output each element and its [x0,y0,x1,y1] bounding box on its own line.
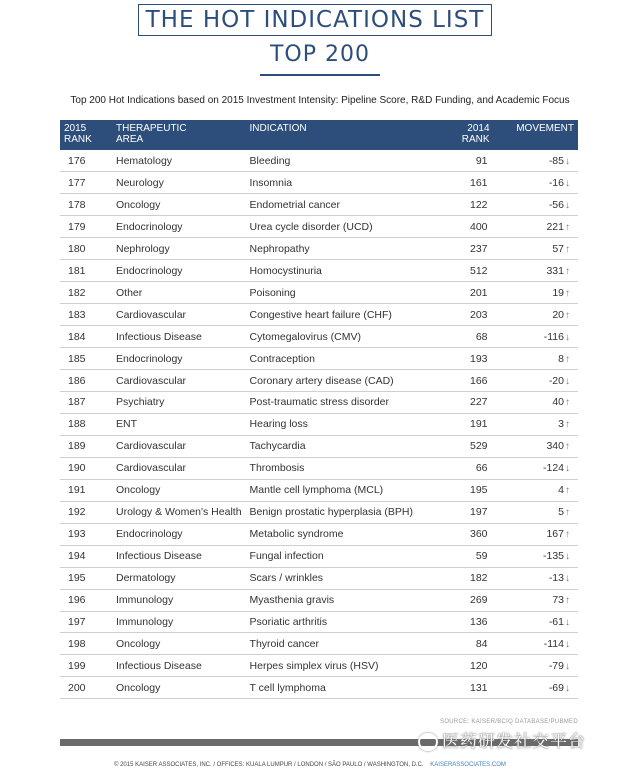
indications-table [60,120,578,699]
rank-cell: 180 [60,238,112,260]
table-row [60,216,578,238]
rank-cell: 181 [60,260,112,282]
table-row [60,194,578,216]
table-row [60,479,578,501]
arrow-up-icon: ↑ [565,243,570,255]
area-cell: Infectious Disease [112,326,246,348]
movement-cell [494,611,578,633]
col-2014-rank: 2014 RANK [461,123,490,145]
table-row [60,435,578,457]
indication-cell: Contraception [246,348,444,370]
rank-cell: 179 [60,216,112,238]
table-row [60,282,578,304]
indication-cell: Psoriatic arthritis [246,611,444,633]
rank-2014-cell: 193 [444,348,494,370]
area-cell: Urology & Women's Health [112,501,246,523]
movement-cell [494,413,578,435]
indication-cell: Thyroid cancer [246,633,444,655]
rank-cell: 176 [60,150,112,172]
indication-cell: Coronary artery disease (CAD) [246,370,444,392]
col-movement: MOVEMENT [516,123,574,134]
movement-value: -13 [548,572,564,585]
footer-copyright: © 2015 KAISER ASSOCIATES, INC. / OFFICES: KUALA LUMPUR / LONDON / SÃO PAULO / WASHINGTON, D.C. [114,762,424,768]
rank-2014-cell: 360 [444,523,494,545]
arrow-up-icon: ↑ [565,287,570,299]
indication-cell: Endometrial cancer [246,194,444,216]
rank-cell: 196 [60,589,112,611]
movement-cell [494,216,578,238]
arrow-down-icon: ↓ [565,573,570,585]
arrow-up-icon: ↑ [565,397,570,409]
rank-2014-cell: 66 [444,457,494,479]
rank-cell: 197 [60,611,112,633]
indication-cell: Thrombosis [246,457,444,479]
table-row [60,326,578,348]
movement-cell [494,238,578,260]
arrow-up-icon: ↑ [565,507,570,519]
movement-value: 3 [558,418,564,431]
arrow-up-icon: ↑ [565,595,570,607]
table-row [60,589,578,611]
rank-2014-cell: 68 [444,326,494,348]
arrow-up-icon: ↑ [565,485,570,497]
rank-cell: 191 [60,479,112,501]
movement-cell [494,150,578,172]
arrow-down-icon: ↓ [565,199,570,211]
movement-value: -135 [542,550,564,563]
indication-cell: Tachycardia [246,435,444,457]
area-cell: Endocrinology [112,348,246,370]
movement-cell [494,479,578,501]
arrow-down-icon: ↓ [565,682,570,694]
table-row [60,567,578,589]
table-description: Top 200 Hot Indications based on 2015 Investment Intensity: Pipeline Score, R&D Funding, and Academic Focus [70,95,570,106]
indication-cell: Congestive heart failure (CHF) [246,304,444,326]
rank-2014-cell: 400 [444,216,494,238]
indication-cell: Post-traumatic stress disorder [246,391,444,413]
movement-cell [494,545,578,567]
movement-value: 221 [546,220,564,233]
movement-cell [494,523,578,545]
arrow-up-icon: ↑ [565,265,570,277]
table-row [60,172,578,194]
source-note: SOURCE: KAISER/BCIQ DATABASE/PUBMED [440,719,578,725]
table-row [60,457,578,479]
table-row [60,677,578,699]
rank-2014-cell: 201 [444,282,494,304]
table-row [60,655,578,677]
indication-cell: Cytomegalovirus (CMV) [246,326,444,348]
movement-cell [494,501,578,523]
rank-2014-cell: 182 [444,567,494,589]
table-row [60,238,578,260]
area-cell: Infectious Disease [112,545,246,567]
list-title: THE HOT INDICATIONS LIST [138,4,492,36]
arrow-up-icon: ↑ [565,353,570,365]
rank-cell: 184 [60,326,112,348]
movement-cell [494,260,578,282]
indication-cell: Mantle cell lymphoma (MCL) [246,479,444,501]
arrow-down-icon: ↓ [565,616,570,628]
table-row [60,391,578,413]
movement-value: 20 [552,308,564,321]
area-cell: Cardiovascular [112,304,246,326]
movement-cell [494,677,578,699]
subtitle-rule [260,74,380,76]
movement-value: 57 [552,242,564,255]
area-cell: Dermatology [112,567,246,589]
rank-2014-cell: 197 [444,501,494,523]
indication-cell: Homocystinuria [246,260,444,282]
table-row [60,611,578,633]
list-subtitle: TOP 200 [269,42,370,67]
arrow-down-icon: ↓ [565,638,570,650]
arrow-down-icon: ↓ [565,551,570,563]
indication-cell: Nephropathy [246,238,444,260]
footer-text [114,762,506,768]
area-cell: Infectious Disease [112,655,246,677]
arrow-down-icon: ↓ [565,177,570,189]
indication-cell: Bleeding [246,150,444,172]
rank-cell: 189 [60,435,112,457]
table-header-row [60,120,578,150]
area-cell: Cardiovascular [112,457,246,479]
rank-cell: 194 [60,545,112,567]
area-cell: Endocrinology [112,216,246,238]
indication-cell: Scars / wrinkles [246,567,444,589]
watermark [418,727,586,752]
table-row [60,304,578,326]
table-row [60,633,578,655]
table-row [60,545,578,567]
watermark-text: 医药研发社交平台 [442,732,586,752]
area-cell: Oncology [112,633,246,655]
area-cell: Neurology [112,172,246,194]
table-row [60,523,578,545]
wechat-icon [418,733,438,751]
rank-2014-cell: 120 [444,655,494,677]
area-cell: Nephrology [112,238,246,260]
rank-cell: 188 [60,413,112,435]
area-cell: Endocrinology [112,260,246,282]
rank-cell: 178 [60,194,112,216]
rank-cell: 185 [60,348,112,370]
indication-cell: Metabolic syndrome [246,523,444,545]
indication-cell: Fungal infection [246,545,444,567]
movement-value: -69 [548,681,564,694]
rank-2014-cell: 512 [444,260,494,282]
rank-2014-cell: 59 [444,545,494,567]
rank-cell: 190 [60,457,112,479]
movement-value: -85 [548,154,564,167]
rank-cell: 198 [60,633,112,655]
area-cell: Other [112,282,246,304]
movement-value: 8 [558,352,564,365]
movement-cell [494,304,578,326]
rank-2014-cell: 529 [444,435,494,457]
rank-2014-cell: 227 [444,391,494,413]
movement-cell [494,567,578,589]
rank-2014-cell: 131 [444,677,494,699]
table-row [60,348,578,370]
indication-cell: Poisoning [246,282,444,304]
rank-cell: 183 [60,304,112,326]
movement-cell [494,633,578,655]
movement-value: 73 [552,594,564,607]
movement-value: -16 [548,176,564,189]
rank-2014-cell: 136 [444,611,494,633]
indication-cell: Insomnia [246,172,444,194]
area-cell: Oncology [112,194,246,216]
movement-cell [494,435,578,457]
movement-cell [494,348,578,370]
area-cell: ENT [112,413,246,435]
arrow-down-icon: ↓ [565,331,570,343]
area-cell: Cardiovascular [112,435,246,457]
movement-value: -61 [548,615,564,628]
movement-cell [494,172,578,194]
arrow-down-icon: ↓ [565,155,570,167]
indication-cell: Hearing loss [246,413,444,435]
movement-cell [494,370,578,392]
area-cell: Endocrinology [112,523,246,545]
movement-cell [494,457,578,479]
rank-cell: 199 [60,655,112,677]
rank-2014-cell: 91 [444,150,494,172]
col-indication: INDICATION [249,123,307,134]
col-therapeutic-area: THERAPEUTIC AREA [116,123,187,145]
rank-2014-cell: 195 [444,479,494,501]
arrow-up-icon: ↑ [565,441,570,453]
movement-value: -79 [548,659,564,672]
area-cell: Immunology [112,589,246,611]
indication-cell: Myasthenia gravis [246,589,444,611]
movement-value: 5 [558,506,564,519]
arrow-down-icon: ↓ [565,375,570,387]
movement-value: 167 [546,528,564,541]
col-2015-rank: 2015 RANK [64,123,92,145]
table-row [60,501,578,523]
indication-cell: T cell lymphoma [246,677,444,699]
footer-website-link[interactable]: KAISERASSOCIATES.COM [430,762,506,768]
arrow-up-icon: ↑ [565,221,570,233]
arrow-up-icon: ↑ [565,419,570,431]
movement-cell [494,391,578,413]
arrow-down-icon: ↓ [565,463,570,475]
indication-cell: Herpes simplex virus (HSV) [246,655,444,677]
rank-cell: 177 [60,172,112,194]
movement-cell [494,282,578,304]
rank-2014-cell: 166 [444,370,494,392]
table-row [60,370,578,392]
movement-value: 40 [552,396,564,409]
table-row [60,260,578,282]
rank-2014-cell: 161 [444,172,494,194]
rank-cell: 200 [60,677,112,699]
movement-value: -20 [548,374,564,387]
indication-cell: Benign prostatic hyperplasia (BPH) [246,501,444,523]
movement-value: 331 [546,264,564,277]
movement-value: -116 [543,330,564,343]
arrow-up-icon: ↑ [565,529,570,541]
rank-cell: 187 [60,391,112,413]
area-cell: Oncology [112,677,246,699]
movement-value: 340 [546,440,564,453]
arrow-down-icon: ↓ [565,660,570,672]
arrow-up-icon: ↑ [565,309,570,321]
area-cell: Cardiovascular [112,370,246,392]
rank-cell: 193 [60,523,112,545]
area-cell: Hematology [112,150,246,172]
rank-2014-cell: 84 [444,633,494,655]
rank-2014-cell: 122 [444,194,494,216]
movement-value: -56 [548,198,564,211]
table-row [60,150,578,172]
area-cell: Oncology [112,479,246,501]
movement-cell [494,589,578,611]
rank-2014-cell: 269 [444,589,494,611]
rank-2014-cell: 191 [444,413,494,435]
movement-value: -114 [543,637,564,650]
area-cell: Psychiatry [112,391,246,413]
movement-value: 4 [558,484,564,497]
movement-cell [494,194,578,216]
movement-value: -124 [542,462,564,475]
table-row [60,413,578,435]
movement-cell [494,326,578,348]
area-cell: Immunology [112,611,246,633]
indication-cell: Urea cycle disorder (UCD) [246,216,444,238]
rank-cell: 186 [60,370,112,392]
movement-value: 19 [552,286,564,299]
rank-cell: 192 [60,501,112,523]
rank-2014-cell: 203 [444,304,494,326]
rank-cell: 195 [60,567,112,589]
rank-cell: 182 [60,282,112,304]
rank-2014-cell: 237 [444,238,494,260]
movement-cell [494,655,578,677]
